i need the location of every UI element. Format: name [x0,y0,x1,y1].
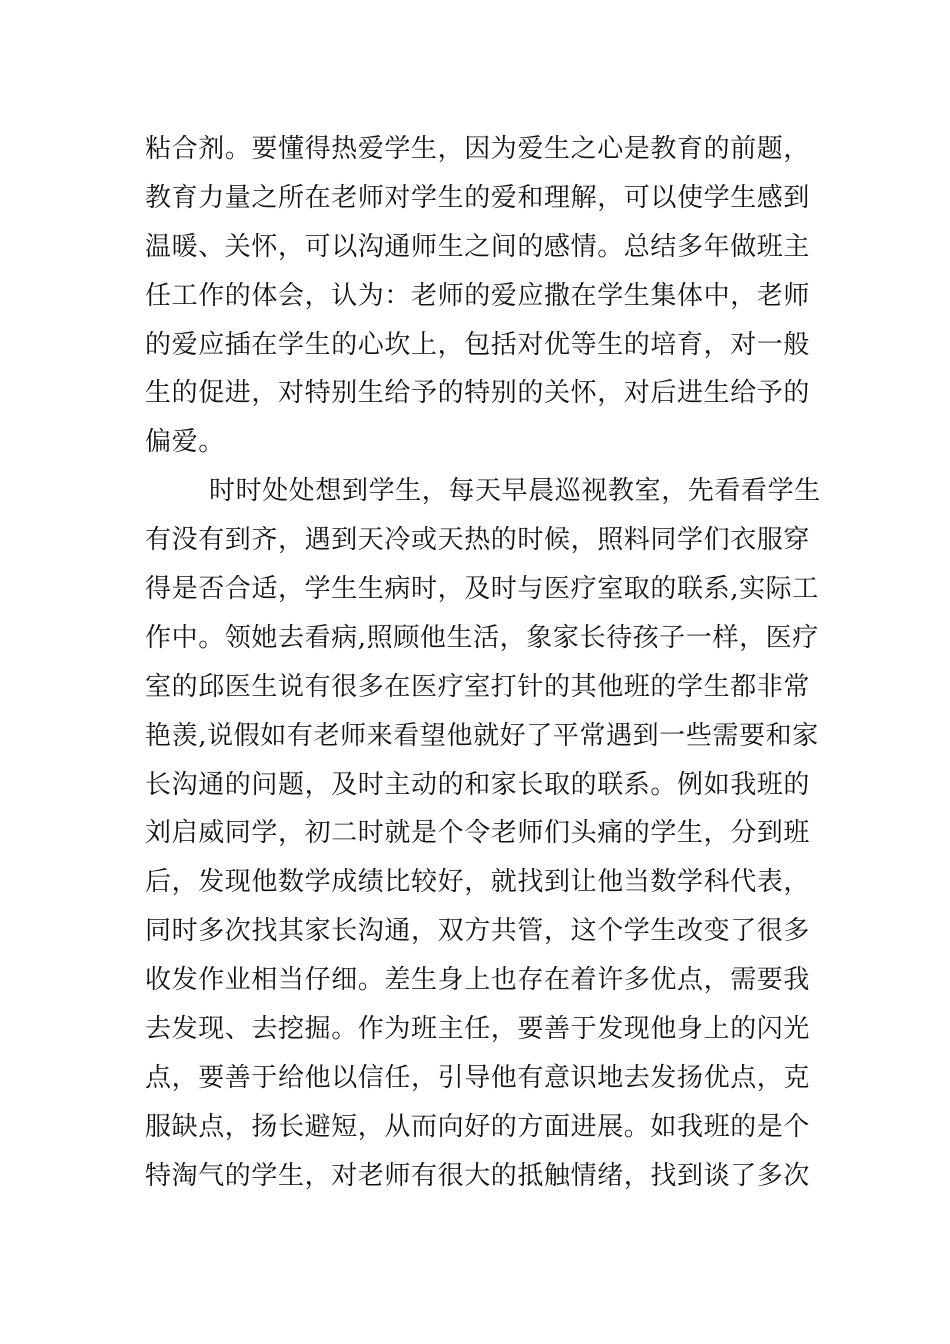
text-line-8-paragraph-start: 时时处处想到学生，每天早晨巡视教室，先看看学生 [209,476,821,507]
text-line-10: 得是否合适，学生生病时，及时与医疗室取的联系,实际工 [145,574,819,605]
text-line-12: 室的邱医生说有很多在医疗室打针的其他班的学生都非常 [145,671,811,702]
text-line-22: 特淘气的学生，对老师有很大的抵触情绪，找到谈了多次 [145,1160,811,1191]
text-line-13: 艳羡,说假如有老师来看望他就好了平常遇到一些需要和家 [145,720,819,751]
text-line-16: 后，发现他数学成绩比较好，就找到让他当数学科代表， [145,867,811,898]
text-line-7: 偏爱。 [145,427,225,458]
text-line-19: 去发现、去挖掘。作为班主任，要善于发现他身上的闪光 [145,1014,811,1045]
text-line-6: 生的促进，对特别生给予的特别的关怀，对后进生给予的 [145,378,811,409]
text-line-3: 温暖、关怀，可以沟通师生之间的感情。总结多年做班主 [145,231,811,262]
text-line-5: 的爱应插在学生的心坎上，包括对优等生的培育，对一般 [145,329,811,360]
text-line-20: 点，要善于给他以信任，引导他有意识地去发扬优点，克 [145,1062,811,1093]
text-line-1: 粘合剂。要懂得热爱学生，因为爱生之心是教育的前题， [145,134,811,164]
text-line-4: 任工作的体会，认为：老师的爱应撒在学生集体中，老师 [145,280,811,311]
text-line-2: 教育力量之所在老师对学生的爱和理解，可以使学生感到 [145,182,811,213]
text-line-18: 收发作业相当仔细。差生身上也存在着许多优点，需要我 [145,965,811,996]
text-line-14: 长沟通的问题，及时主动的和家长取的联系。例如我班的 [145,769,811,800]
text-line-21: 服缺点，扬长避短，从而向好的方面进展。如我班的是个 [145,1111,811,1142]
text-line-17: 同时多次找其家长沟通，双方共管，这个学生改变了很多 [145,916,811,947]
document-page [145,125,821,1201]
text-line-11: 作中。领她去看病,照顾他生活，象家长待孩子一样，医疗 [145,622,819,653]
text-line-15: 刘启威同学，初二时就是个令老师们头痛的学生，分到班 [145,818,811,849]
text-line-9: 有没有到齐，遇到天冷或天热的时候，照料同学们衣服穿 [145,525,811,556]
